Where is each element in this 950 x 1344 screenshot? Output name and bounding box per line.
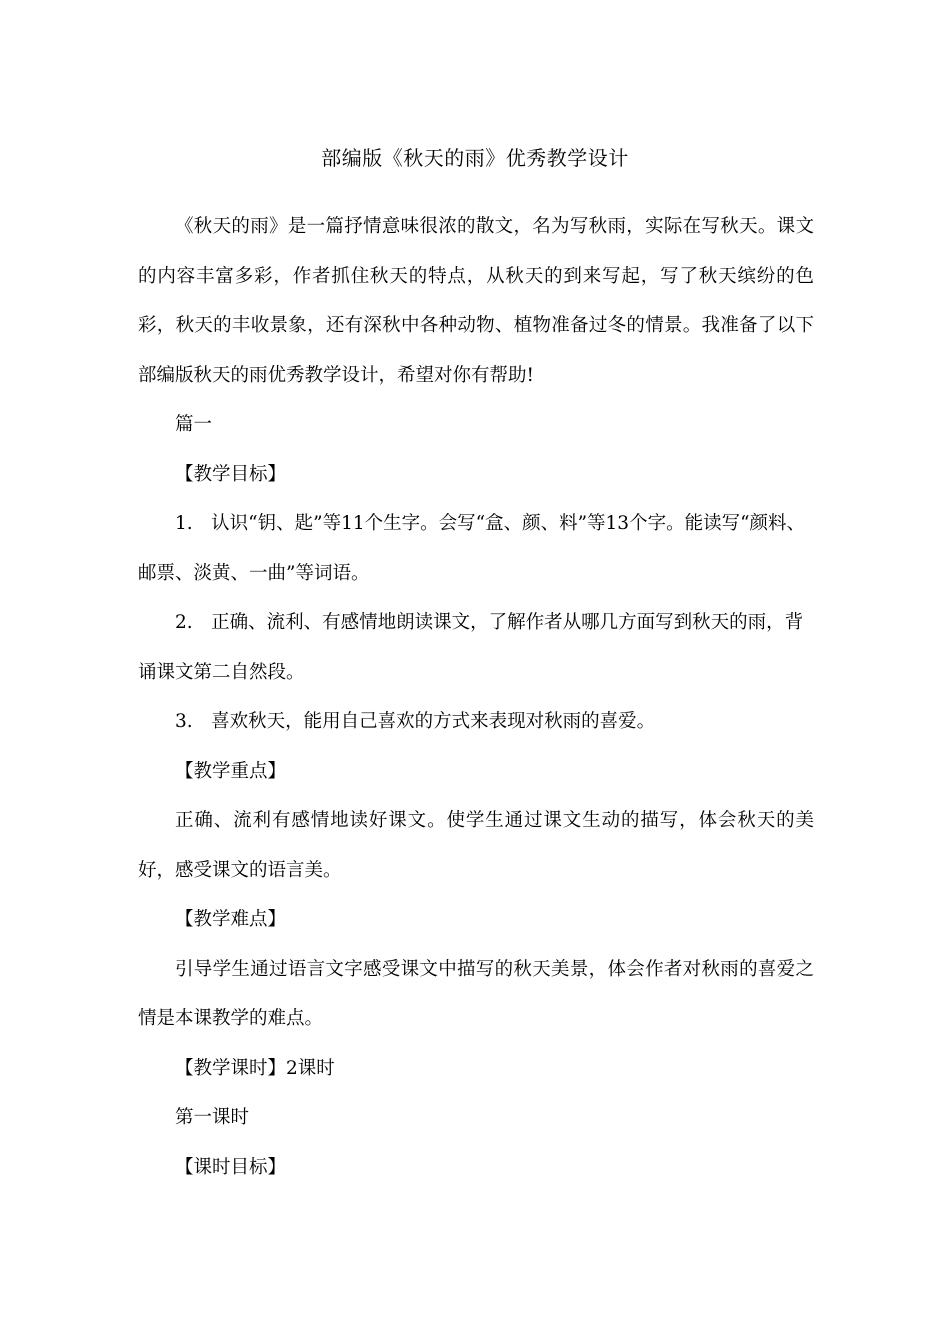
heading-teaching-focus: 【教学重点】 xyxy=(175,760,287,782)
teaching-difficulty-paragraph: 引导学生通过语言文字感受课文中描写的秋天美景，体会作者对秋雨的喜爱之情是本课教学的难点。 xyxy=(138,958,814,1029)
heading-teaching-goals: 【教学目标】 xyxy=(175,463,287,485)
section-label-part-one: 篇一 xyxy=(175,414,213,435)
goal-item-1: 1. 认识“钥、匙”等11个生字。会写“盒、颜、料”等13个字。能读写“颜料、邮票、淡黄、一曲”等词语。 xyxy=(138,513,806,584)
goal-item-3: 3. 喜欢秋天，能用自己喜欢的方式来表现对秋雨的喜爱。 xyxy=(175,711,656,732)
intro-paragraph: 《秋天的雨》是一篇抒情意味很浓的散文，名为写秋雨，实际在写秋天。课文的内容丰富多彩，作者抓住秋天的特点，从秋天的到来写起，写了秋天缤纷的色彩，秋天的丰收景象，还有深秋中各种动物、植物准备过冬的情景。我准备了以下部编版秋天的雨优秀教学设计，希望对你有帮助! xyxy=(138,216,814,386)
goal-item-2: 2. 正确、流利、有感情地朗读课文，了解作者从哪几方面写到秋天的雨，背诵课文第二自然段。 xyxy=(138,612,804,683)
first-lesson-label: 第一课时 xyxy=(175,1107,250,1128)
teaching-focus-paragraph: 正确、流利有感情地读好课文。使学生通过课文生动的描写，体会秋天的美好，感受课文的语言美。 xyxy=(138,810,814,881)
heading-teaching-difficulty: 【教学难点】 xyxy=(175,909,287,930)
document-body xyxy=(138,202,814,1192)
teaching-hours-line: 【教学课时】2课时 xyxy=(175,1057,335,1079)
document-title: 部编版《秋天的雨》优秀教学设计 xyxy=(321,146,629,170)
heading-lesson-goals: 【课时目标】 xyxy=(175,1156,287,1178)
